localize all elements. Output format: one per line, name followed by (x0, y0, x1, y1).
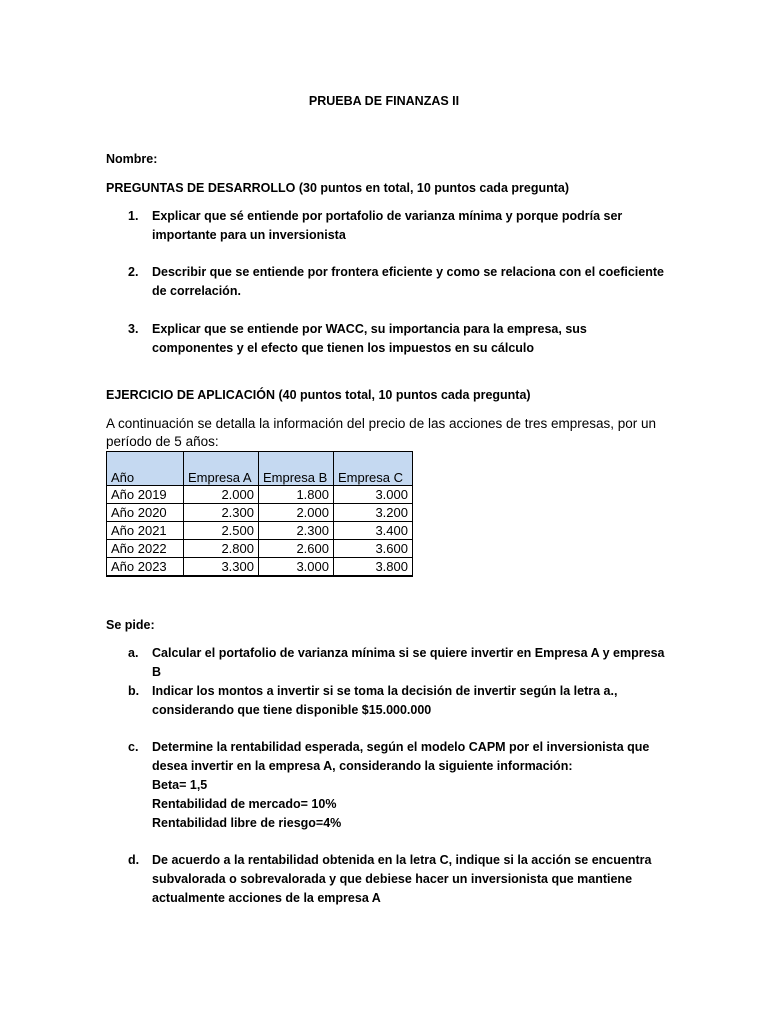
page-title: PRUEBA DE FINANZAS II (308, 94, 460, 108)
task-text: Determine la rentabilidad esperada, según el modelo CAPM por el inversionista que desea invertir en la empresa A, considerando la siguiente información: (152, 740, 650, 773)
table-cell: 3.300 (184, 558, 259, 577)
question-number: 3. (128, 322, 139, 336)
column-header: Empresa B (259, 452, 334, 486)
question-text: Describir que se entiende por frontera eficiente y como se relaciona con el coeficiente de correlación. (152, 265, 664, 298)
task-item-c (106, 738, 666, 833)
question-text: Explicar que sé entiende por portafolio de varianza mínima y porque podría ser importante para un inversionista (152, 209, 623, 242)
table-cell: 3.000 (334, 486, 413, 504)
column-header: Empresa A (184, 452, 259, 486)
table-cell: 2.300 (259, 522, 334, 540)
se-pide-label: Se pide: (106, 618, 155, 632)
development-question-3 (106, 320, 666, 358)
table-cell: Año 2021 (107, 522, 184, 540)
task-letter: a. (128, 646, 139, 660)
application-intro: A continuación se detalla la información del precio de las acciones de tres empresas, por un período de 5 años: (106, 416, 657, 449)
table-cell: 2.000 (184, 486, 259, 504)
question-number: 2. (128, 265, 139, 279)
development-question-1 (106, 207, 666, 245)
table-cell: 3.800 (334, 558, 413, 577)
task-text: Calcular el portafolio de varianza mínima si se quiere invertir en Empresa A y empresa B (152, 646, 665, 679)
table-cell: 2.000 (259, 504, 334, 522)
table-row (107, 486, 413, 504)
table-cell: 3.000 (259, 558, 334, 577)
risk-free-rate: Rentabilidad libre de riesgo=4% (152, 816, 342, 830)
task-item-b (106, 682, 666, 720)
table-cell: 2.800 (184, 540, 259, 558)
task-letter: d. (128, 853, 140, 867)
task-item-a (106, 644, 666, 682)
task-item-d (106, 851, 666, 908)
beta-value: Beta= 1,5 (152, 778, 208, 792)
task-text: Indicar los montos a invertir si se toma la decisión de invertir según la letra a., considerando que tiene disponible $15.000.000 (152, 684, 618, 717)
development-heading: PREGUNTAS DE DESARROLLO (30 puntos en total, 10 puntos cada pregunta) (106, 181, 570, 195)
market-return: Rentabilidad de mercado= 10% (152, 797, 337, 811)
table-cell: 1.800 (259, 486, 334, 504)
development-question-2 (106, 263, 666, 301)
table-cell: Año 2020 (107, 504, 184, 522)
question-number: 1. (128, 209, 139, 223)
table-cell: Año 2023 (107, 558, 184, 577)
table-cell: Año 2019 (107, 486, 184, 504)
task-letter: b. (128, 684, 140, 698)
table-cell: Año 2022 (107, 540, 184, 558)
table-cell: 2.300 (184, 504, 259, 522)
question-text: Explicar que se entiende por WACC, su importancia para la empresa, sus componentes y el efecto que tienen los impuestos en su cálculo (152, 322, 587, 355)
stock-price-table (106, 451, 413, 577)
column-header: Año (107, 452, 184, 486)
table-row (107, 540, 413, 558)
column-header: Empresa C (334, 452, 413, 486)
table-cell: 2.500 (184, 522, 259, 540)
table-cell: 2.600 (259, 540, 334, 558)
table-cell: 3.200 (334, 504, 413, 522)
table-header-row (107, 452, 413, 486)
table-row (107, 504, 413, 522)
table-cell: 3.400 (334, 522, 413, 540)
task-letter: c. (128, 740, 139, 754)
table-row (107, 522, 413, 540)
nombre-label: Nombre: (106, 152, 158, 166)
table-row (107, 558, 413, 577)
application-heading: EJERCICIO DE APLICACIÓN (40 puntos total, 10 puntos cada pregunta) (106, 388, 531, 402)
table-cell: 3.600 (334, 540, 413, 558)
task-text: De acuerdo a la rentabilidad obtenida en la letra C, indique si la acción se encuentra subvalorada o sobrevalorada y que debiese hacer un inversionista que mantiene actualmente acciones de la empresa A (152, 853, 652, 905)
